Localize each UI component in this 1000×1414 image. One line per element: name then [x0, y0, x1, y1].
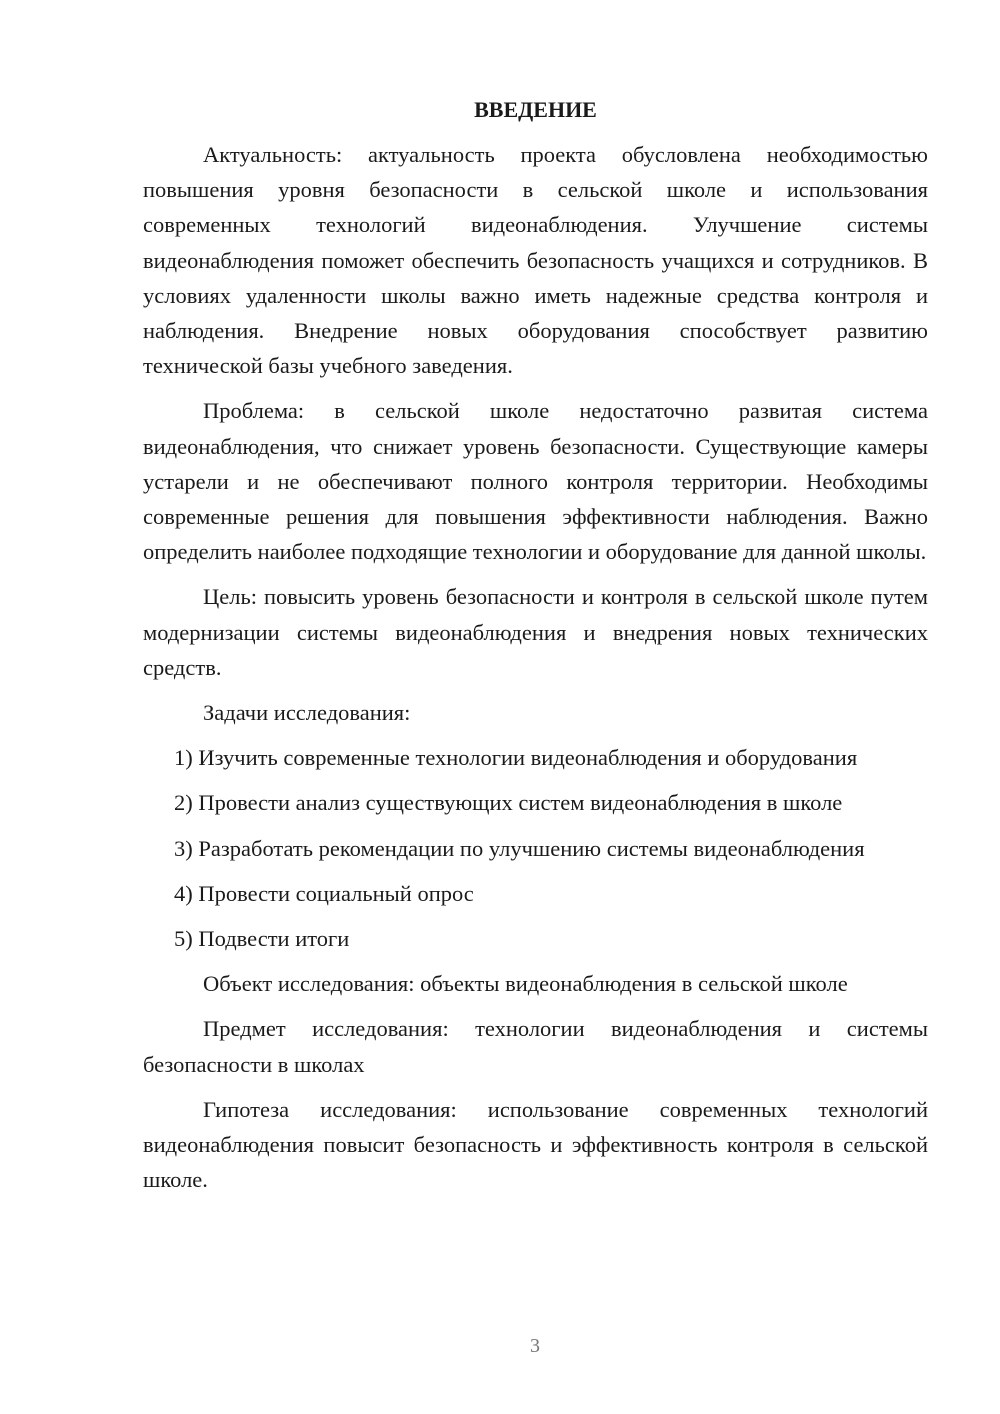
page-number: 3	[530, 1335, 540, 1357]
tasks-heading: Задачи исследования:	[203, 700, 411, 726]
tasks-list	[143, 740, 928, 956]
task-item-3: 3) Разработать рекомендации по улучшению системы видеонаблюдения	[174, 835, 865, 861]
task-item-2: 2) Провести анализ существующих систем видеонаблюдения в школе	[174, 790, 843, 816]
object-paragraph: Объект исследования: объекты видеонаблюдения в сельской школе	[203, 971, 848, 997]
relevance-paragraph: Актуальность: актуальность проекта обусловлена необходимостью повышения уровня безопасности в сельской школе и использования современных технологий видеонаблюдения. Улучшение системы видеонаблюдения поможет обеспечить безопасность учащихся и сотрудников. В условиях удаленности школы важно иметь надежные средства контроля и наблюдения. Внедрение новых оборудования способствует развитию технической базы учебного заведения.	[143, 142, 928, 379]
subject-paragraph: Предмет исследования: технологии видеонаблюдения и системы безопасности в школах	[143, 1016, 928, 1077]
task-item-1: 1) Изучить современные технологии видеонаблюдения и оборудования	[174, 745, 858, 771]
task-item-5: 5) Подвести итоги	[174, 926, 350, 952]
task-item-4: 4) Провести социальный опрос	[174, 880, 474, 906]
page-body	[143, 92, 928, 1197]
section-heading: ВВЕДЕНИЕ	[474, 97, 597, 122]
problem-paragraph: Проблема: в сельской школе недостаточно развитая система видеонаблюдения, что снижает уровень безопасности. Существующие камеры устарели и не обеспечивают полного контроля территории. Необходимы современные решения для повышения эффективности наблюдения. Важно определить наиболее подходящие технологии и оборудование для данной школы.	[143, 398, 928, 565]
hypothesis-paragraph: Гипотеза исследования: использование современных технологий видеонаблюдения повысит безопасность и эффективность контроля в сельской школе.	[143, 1096, 928, 1193]
goal-paragraph: Цель: повысить уровень безопасности и контроля в сельской школе путем модернизации системы видеонаблюдения и внедрения новых технических средств.	[143, 584, 928, 680]
